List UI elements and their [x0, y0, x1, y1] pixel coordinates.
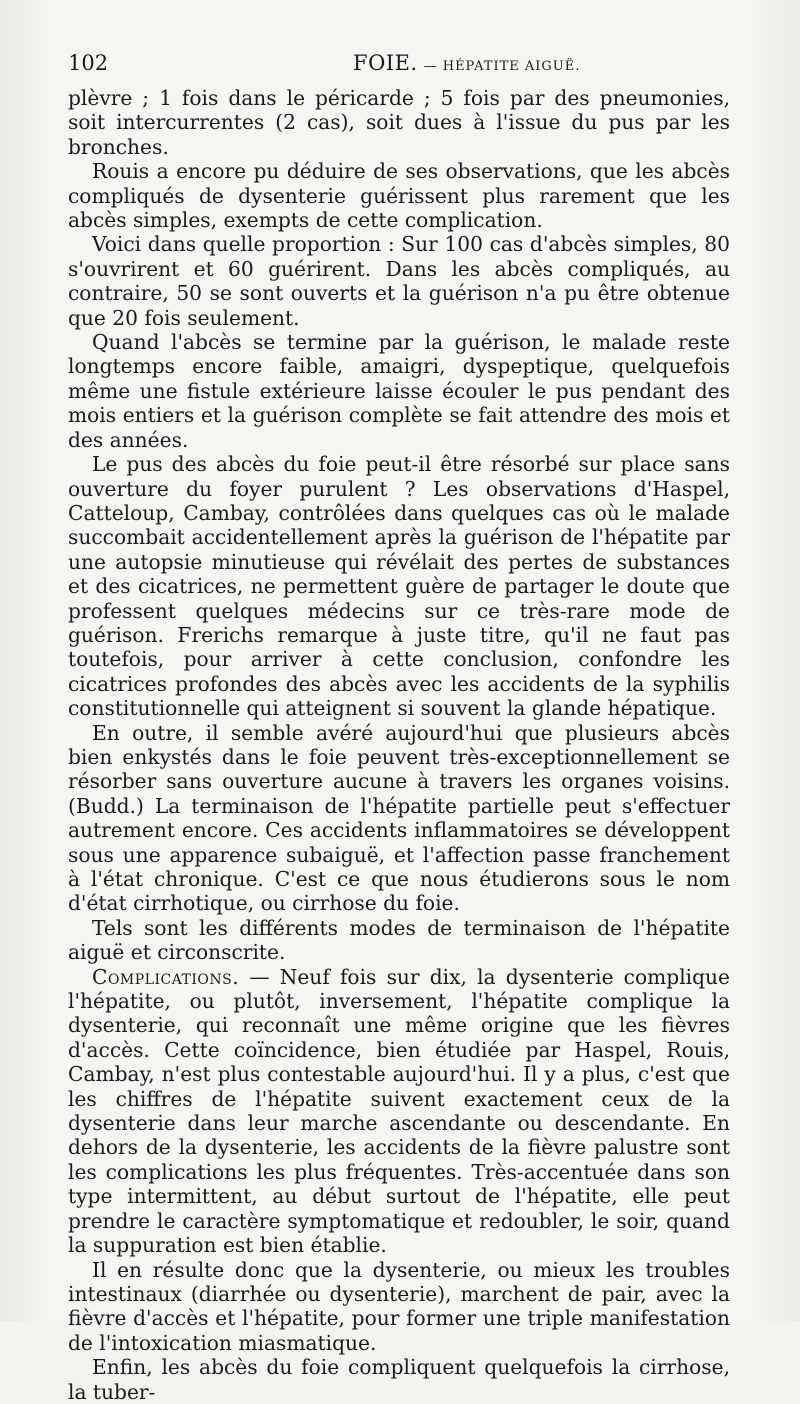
- paragraph: Voici dans quelle proportion : Sur 100 cas d'abcès simples, 80 s'ouvrirent et 60 guérirent. Dans les abcès compliqués, au contraire, 50 se sont ouverts et la guérison n'a pu être obtenue que 20 fois seulement.: [68, 232, 730, 330]
- paragraph: Le pus des abcès du foie peut-il être résorbé sur place sans ouverture du foyer purulent ? Les observations d'Haspel, Catteloup, Cambay, contrôlées dans quelques cas où le malade succombait accidentellement après la guérison de l'hépatite par une autopsie minutieuse qui révélait des pertes de substances et des cicatrices, ne permettent guère de partager le doute que professent quelques médecins sur ce très-rare mode de guérison. Frerichs remarque à juste titre, qu'il ne faut pas toutefois, pour arriver à cette conclusion, confondre les cicatrices profondes des abcès avec les accidents de la syphilis constitutionnelle qui atteignent si souvent la glande hépatique.: [68, 452, 730, 721]
- running-head: [68, 50, 730, 80]
- paragraph: plèvre ; 1 fois dans le péricarde ; 5 fois par des pneumonies, soit intercurrentes (2 cas), soit dues à l'issue du pus par les bronches.: [68, 86, 730, 159]
- complications-heading: Complications.: [92, 964, 240, 989]
- paragraph: Rouis a encore pu déduire de ses observations, que les abcès compliqués de dysenterie guérissent plus rarement que les abcès simples, exempts de cette complication.: [68, 159, 730, 233]
- paragraph: Il en résulte donc que la dysenterie, ou mieux les troubles intestinaux (diarrhée ou dysenterie), marchent de pair, avec la fièvre d'accès et l'hépatite, pour former une triple manifestation de l'intoxication miasmatique.: [68, 1257, 730, 1355]
- paragraph: Quand l'abcès se termine par la guérison, le malade reste longtemps encore faible, amaigri, dyspeptique, quelquefois même une fistule extérieure laisse écouler le pus pendant des mois entiers et la guérison complète se fait attendre des mois et des années.: [68, 330, 730, 452]
- section-title: — HÉPATITE AIGUË.: [423, 59, 581, 74]
- page-number: 102: [68, 51, 109, 75]
- complications-text: — Neuf fois sur dix, la dysenterie complique l'hépatite, ou plutôt, inversement, l'hépatite complique la dysenterie, qui reconnaît une même origine que les fièvres d'accès. Cette coïncidence, bien étudiée par Haspel, Rouis, Cambay, n'est plus contestable aujourd'hui. Il y a plus, c'est que les chiffres de l'hépatite suivent exactement ceux de la dysenterie dans leur marche ascendante ou descendante. En dehors de la dysenterie, les accidents de la fièvre palustre sont les complications les plus fréquentes. Très-accentuée dans son type intermittent, au début surtout de l'hépatite, elle peut prendre le caractère symptomatique et redoubler, le soir, quand la suppuration est bien établie.: [68, 964, 730, 1258]
- paragraph: En outre, il semble avéré aujourd'hui que plusieurs abcès bien enkystés dans le foie peuvent très-exceptionnellement se résorber sans ouverture aucune à travers les organes voisins. (Budd.) La terminaison de l'hépatite partielle peut s'effectuer autrement encore. Ces accidents inflammatoires se développent sous une apparence subaiguë, et l'affection passe franchement à l'état chronique. C'est ce que nous étudierons sous le nom d'état cirrhotique, ou cirrhose du foie.: [68, 720, 730, 916]
- paragraph: Enfin, les abcès du foie compliquent quelquefois la cirrhose, la tuber-: [68, 1355, 730, 1404]
- paragraph-complications: [68, 965, 730, 1258]
- paragraph: Tels sont les différents modes de terminaison de l'hépatite aiguë et circonscrite.: [68, 915, 730, 965]
- body-text: [68, 86, 730, 1404]
- chapter-title: FOIE.: [353, 51, 418, 75]
